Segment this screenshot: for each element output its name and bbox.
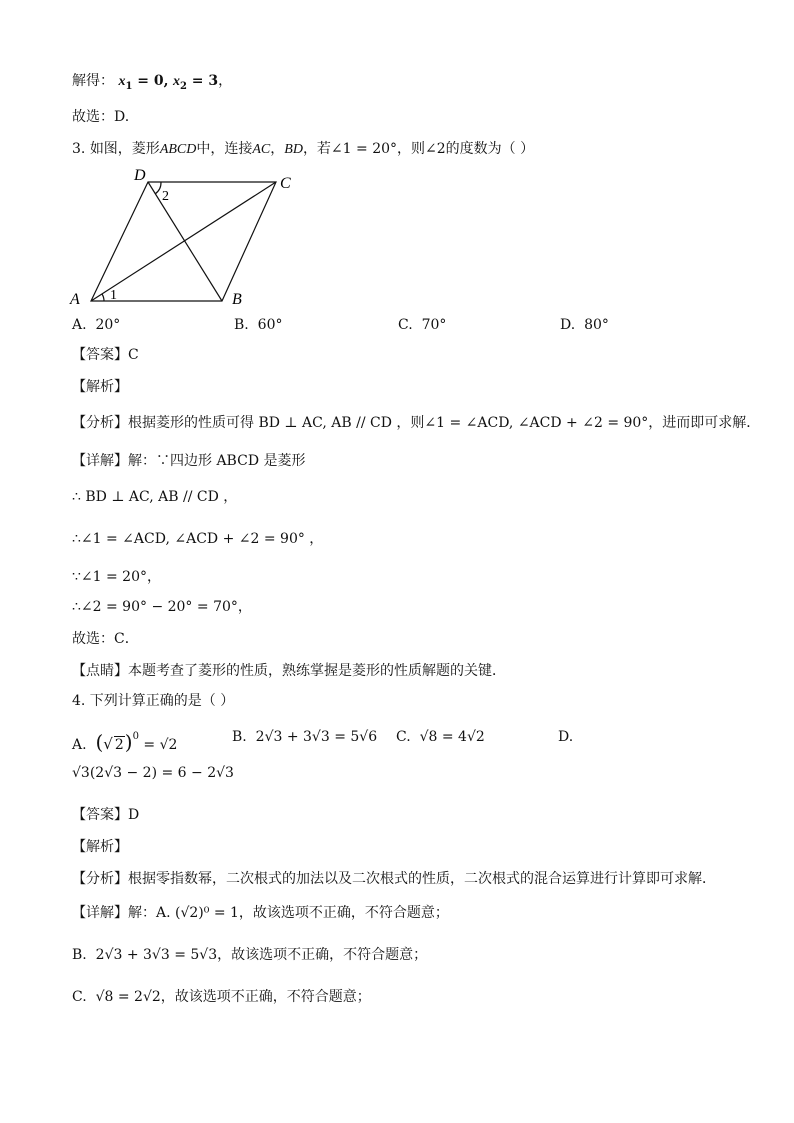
q3-text-3: ，若∠1 = 20°，则∠2的度数为（ ） xyxy=(302,141,535,157)
q3-comment: 【点睛】本题考查了菱形的性质，熟练掌握是菱形的性质解题的关键． xyxy=(72,663,506,679)
q3-number: 3. xyxy=(72,141,86,157)
angle-2-arc xyxy=(155,182,161,194)
label-angle-2: 2 xyxy=(162,189,169,204)
q3-choice: 故选：C． xyxy=(72,631,139,647)
label-angle-1: 1 xyxy=(110,288,117,303)
q3-text-2: 中，连接 xyxy=(196,141,253,157)
q3-detail-1: 【详解】解：∵四边形 ABCD 是菱形 xyxy=(72,453,306,469)
x2-sub: 2 xyxy=(179,81,187,92)
label-a: A xyxy=(70,291,80,308)
solution-suffix: ， xyxy=(218,73,233,89)
q3-stem xyxy=(72,138,534,161)
q3-detail-3: ∴∠1 = ∠ACD, ∠ACD + ∠2 = 90° ， xyxy=(72,531,324,547)
q3-option-d[interactable]: D. 80° xyxy=(560,317,609,333)
q3-option-a[interactable]: A. 20° xyxy=(72,317,121,333)
label-c: C xyxy=(280,175,291,192)
q4-detail-c: C. √8 = 2√2，故该选项不正确，不符合题意； xyxy=(72,989,371,1005)
angle-1-arc xyxy=(102,294,104,301)
q4-title: 4. 下列计算正确的是（ ） xyxy=(72,693,235,709)
q3-seg-ac: AC xyxy=(252,142,271,157)
q3-comma: ， xyxy=(270,141,285,157)
rhombus-figure xyxy=(66,166,296,316)
label-b: B xyxy=(232,291,242,308)
q4-detail-b: B. 2√3 + 3√3 = 5√3，故该选项不正确，不符合题意； xyxy=(72,947,428,963)
solution-prefix: 解得： xyxy=(72,73,114,89)
diagonal-bd xyxy=(148,182,222,301)
q4-option-b[interactable]: B. 2√3 + 3√3 = 5√6 xyxy=(232,729,378,745)
diagonal-ac xyxy=(91,182,276,301)
q4-option-c[interactable]: C. √8 = 4√2 xyxy=(396,729,485,745)
prev-choice: 故选：D. xyxy=(72,109,130,125)
q4-option-d-expr: √3(2√3 − 2) = 6 − 2√3 xyxy=(72,765,234,781)
q3-detail-4: ∵∠1 = 20°， xyxy=(72,569,161,585)
q3-option-b[interactable]: B. 60° xyxy=(234,317,283,333)
x2-eq: = 3 xyxy=(186,73,219,89)
label-d: D xyxy=(134,167,146,184)
x1-eq: = 0, xyxy=(132,73,169,89)
q4-detail-a: 【详解】解：A. (√2)⁰ = 1，故该选项不正确，不符合题意； xyxy=(72,905,449,921)
q4-option-d[interactable]: D. xyxy=(558,729,574,745)
q3-detail-2: ∴ BD ⊥ AC, AB // CD ， xyxy=(72,489,238,505)
q3-seg-bd: BD xyxy=(284,142,303,157)
q4-analysis-title: 【解析】 xyxy=(72,839,128,855)
q3-analysis: 【分析】根据菱形的性质可得 BD ⊥ AC, AB // CD ，则∠1 = ∠ACD, ∠ACD + ∠2 = 90°，进而即可求解． xyxy=(72,415,761,431)
q3-answer: 【答案】C xyxy=(72,347,139,363)
q4-option-a[interactable]: A. (√ 2)$^0$ = √2 xyxy=(72,730,178,754)
q3-option-c[interactable]: C. 70° xyxy=(398,317,447,333)
q4-options xyxy=(72,726,732,754)
q3-detail-5: ∴∠2 = 90° − 20° = 70°， xyxy=(72,599,252,615)
solution-line xyxy=(72,70,232,98)
x2-var: x xyxy=(172,74,180,89)
x1-var: x xyxy=(118,74,126,89)
q3-shape: ABCD xyxy=(159,142,197,157)
q4-answer: 【答案】D xyxy=(72,807,140,823)
x1-sub: 1 xyxy=(125,81,133,92)
q3-analysis-title: 【解析】 xyxy=(72,379,128,395)
q3-options xyxy=(72,314,732,336)
q4-analysis: 【分析】根据零指数幂，二次根式的加法以及二次根式的性质，二次根式的混合运算进行计算即可求解． xyxy=(72,871,716,887)
q3-text-1: 如图，菱形 xyxy=(89,141,160,157)
